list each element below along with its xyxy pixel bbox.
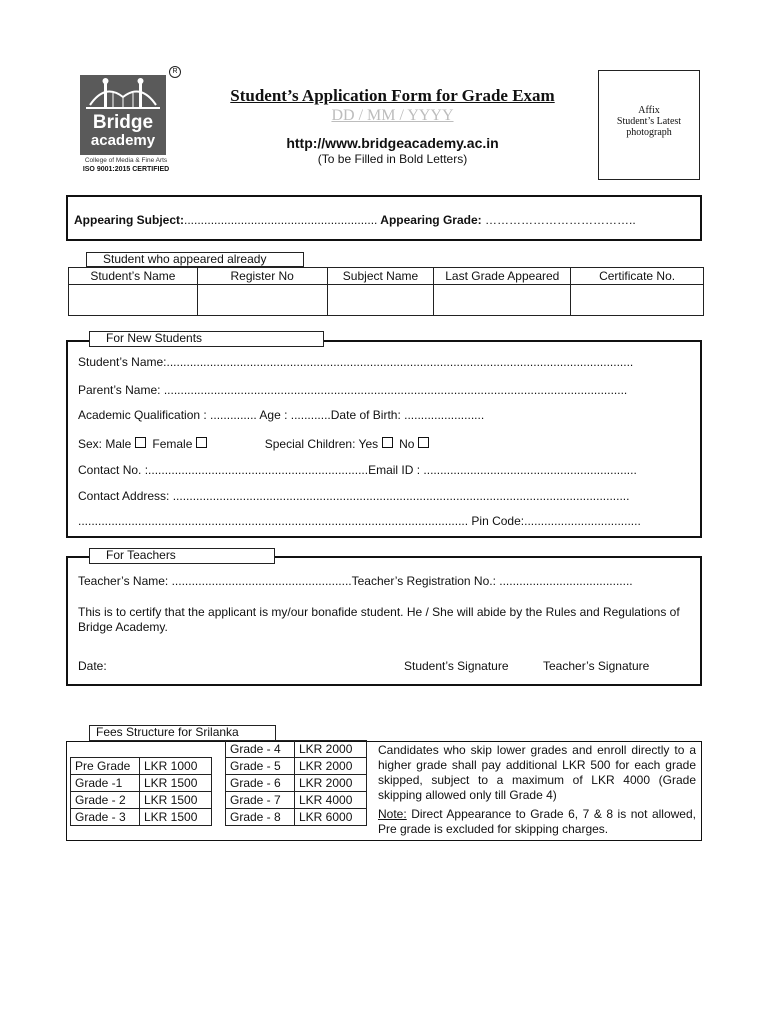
form-title: Student’s Application Form for Grade Exam (230, 86, 555, 105)
sex-male-label: Sex: Male (78, 437, 132, 451)
appearing-subject-label: Appearing Subject: (74, 213, 185, 227)
fees-table-right (225, 740, 367, 826)
table-row (226, 741, 367, 758)
fee-amount: LKR 1500 (140, 809, 212, 826)
cell-register-no[interactable] (197, 285, 327, 316)
website-url: http://www.bridgeacademy.ac.in (286, 135, 499, 151)
fee-amount: LKR 2000 (295, 758, 367, 775)
fee-amount: LKR 1000 (140, 758, 212, 775)
fee-amount: LKR 1500 (140, 775, 212, 792)
fee-amount: LKR 6000 (295, 809, 367, 826)
contact-address-field[interactable]: Contact Address: ......................................................................................................................................... (78, 489, 630, 503)
note-label: Note: (378, 807, 407, 821)
table-header-row (69, 268, 704, 285)
student-name-field[interactable]: Student’s Name:............................................................................................................................................ (78, 355, 634, 369)
col-student-name: Student’s Name (69, 268, 198, 285)
female-checkbox[interactable] (196, 437, 207, 448)
fee-grade: Pre Grade (71, 758, 140, 775)
photo-text-affix: Affix (638, 105, 660, 116)
appearing-subject-field[interactable]: .......................................................... (184, 213, 378, 227)
previous-students-table (68, 267, 704, 316)
date-format: DD / MM / YYYY (331, 107, 454, 124)
fee-amount: LKR 1500 (140, 792, 212, 809)
fee-grade: Grade - 2 (71, 792, 140, 809)
parent-name-field[interactable]: Parent’s Name: ........................................................................................................................................... (78, 383, 628, 397)
new-students-legend: For New Students (89, 331, 324, 347)
cell-student-name[interactable] (69, 285, 198, 316)
table-row (71, 792, 212, 809)
photo-text-latest: Student’s Latest (616, 116, 682, 127)
no-label: No (399, 437, 415, 451)
teacher-name-registration-field[interactable]: Teacher’s Name: ......................................................Teacher’s Registration No.: ........................................ (78, 574, 633, 588)
photo-text-photograph: photograph (626, 127, 672, 138)
table-row (226, 758, 367, 775)
certify-statement: This is to certify that the applicant is my/our bonafide student. He / She will abide by the Rules and Regulations of Bridge Academy. (78, 605, 680, 634)
fee-grade: Grade - 6 (226, 775, 295, 792)
fill-instruction: (To be Filled in Bold Letters) (317, 152, 468, 166)
fee-amount: LKR 4000 (295, 792, 367, 809)
address-pincode-field[interactable]: ..................................................................................................................... Pin Code:................................... (78, 514, 641, 528)
sex-special-row (78, 437, 435, 451)
logo-tagline: College of Media & Fine Arts (84, 157, 168, 164)
table-row (71, 758, 212, 775)
note-text: Direct Appearance to Grade 6, 7 & 8 is not allowed, Pre grade is excluded for skipping charges. (378, 807, 696, 836)
col-certificate-no: Certificate No. (571, 268, 704, 285)
appearing-line (74, 213, 636, 227)
fee-amount: LKR 2000 (295, 741, 367, 758)
table-row (226, 775, 367, 792)
fee-grade: Grade - 5 (226, 758, 295, 775)
registered-mark: R (169, 66, 181, 78)
appearing-grade-field[interactable]: ……………………………….. (484, 213, 636, 227)
iso-certification: ISO 9001:2015 CERTIFIED (82, 166, 170, 173)
bridge-icon (80, 75, 166, 115)
cell-certificate-no[interactable] (571, 285, 704, 316)
fee-grade: Grade - 7 (226, 792, 295, 809)
special-yes-checkbox[interactable] (382, 437, 393, 448)
fee-grade: Grade -1 (71, 775, 140, 792)
col-subject-name: Subject Name (327, 268, 434, 285)
table-row (69, 285, 704, 316)
date-label[interactable]: Date: (78, 659, 107, 673)
skip-grade-rule: Candidates who skip lower grades and enroll directly to a higher grade shall pay additional LKR 500 for each grade skipped, subject to a maximum of LKR 4000 (Grade skipping allowed only till Grade 4) (378, 743, 696, 802)
table-row (226, 809, 367, 826)
logo-text-academy: academy (90, 132, 156, 149)
table-row (226, 792, 367, 809)
female-label: Female (152, 437, 193, 451)
special-children-label: Special Children: Yes (264, 437, 379, 451)
fee-grade: Grade - 8 (226, 809, 295, 826)
qualification-age-dob-field[interactable]: Academic Qualification : .............. Age : ............Date of Birth: ........................ (78, 408, 485, 422)
cell-last-grade[interactable] (434, 285, 571, 316)
bridge-academy-logo (80, 75, 166, 155)
photo-box (598, 70, 700, 180)
fees-table-left (70, 757, 212, 826)
cell-subject-name[interactable] (327, 285, 434, 316)
fee-grade: Grade - 4 (226, 741, 295, 758)
teachers-legend: For Teachers (89, 548, 275, 564)
fees-legend: Fees Structure for Srilanka (89, 725, 276, 741)
fee-amount: LKR 2000 (295, 775, 367, 792)
fee-note (378, 743, 696, 837)
fee-grade: Grade - 3 (71, 809, 140, 826)
male-checkbox[interactable] (135, 437, 146, 448)
student-signature: Student’s Signature (404, 659, 509, 673)
special-no-checkbox[interactable] (418, 437, 429, 448)
appearing-grade-label: Appearing Grade: (380, 213, 482, 227)
contact-email-field[interactable]: Contact No. :..................................................................Email ID : ................................................................ (78, 463, 637, 477)
col-register-no: Register No (197, 268, 327, 285)
col-last-grade: Last Grade Appeared (434, 268, 571, 285)
previous-students-legend: Student who appeared already (86, 252, 304, 267)
table-row (71, 775, 212, 792)
teacher-signature: Teacher’s Signature (543, 659, 650, 673)
table-row (71, 809, 212, 826)
logo-text-bridge: Bridge (92, 112, 154, 133)
